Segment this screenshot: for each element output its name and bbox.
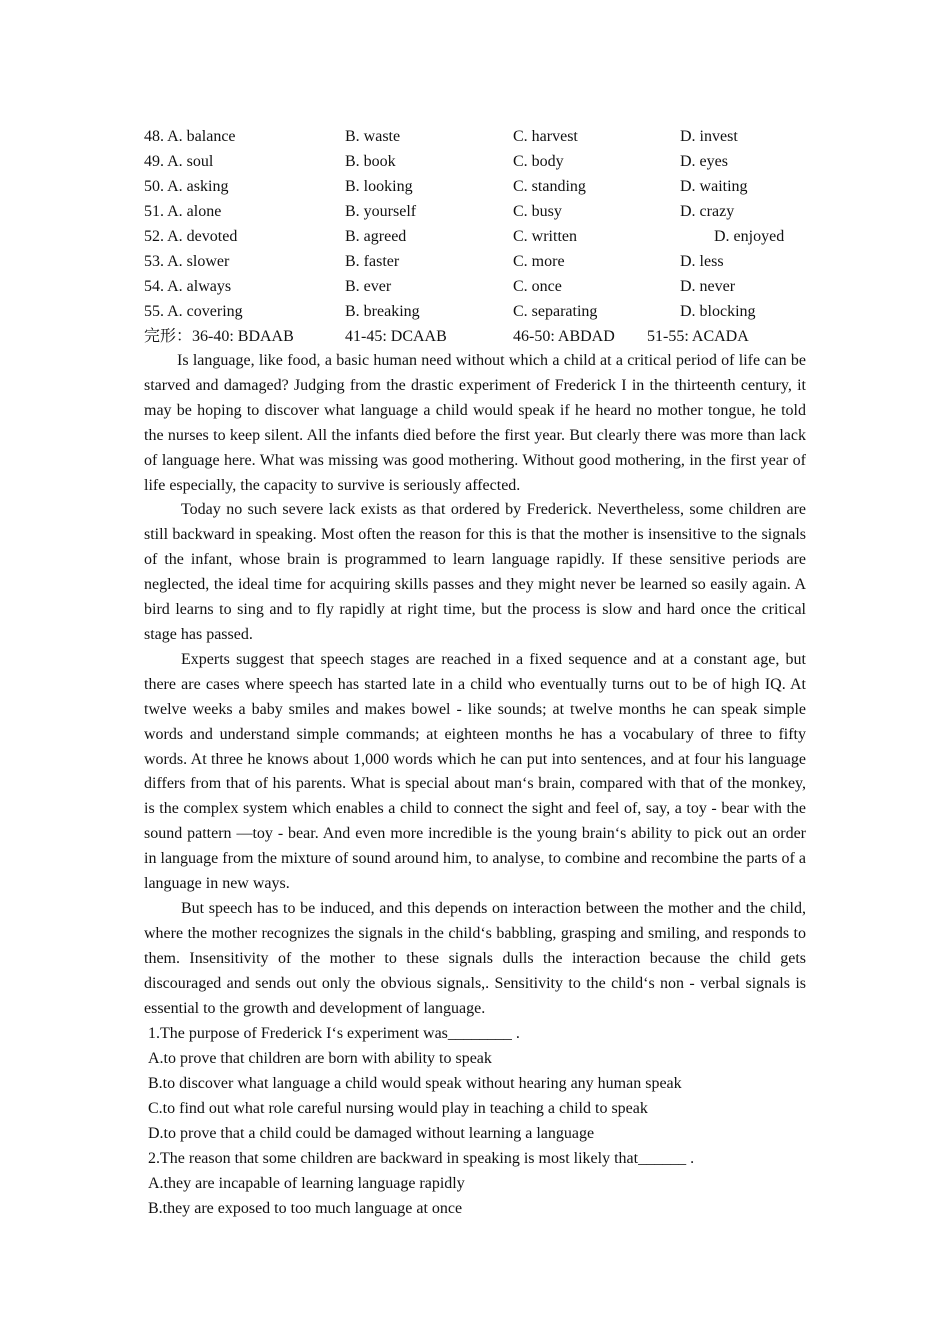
option-a — [144, 149, 213, 174]
questions — [144, 1021, 806, 1221]
question-choice: A.they are incapable of learning language rapidly — [148, 1175, 465, 1193]
options-table — [144, 124, 806, 324]
question-number: 48. — [144, 128, 164, 145]
question-number: 53. — [144, 253, 164, 270]
option-a-text: A. asking — [167, 178, 229, 195]
option-c: C. harvest — [513, 128, 578, 145]
option-d: D. enjoyed — [714, 228, 785, 245]
option-c: C. written — [513, 228, 577, 245]
option-d: D. blocking — [680, 303, 756, 320]
option-a — [144, 174, 228, 199]
option-a — [144, 299, 243, 324]
passage-paragraph: Experts suggest that speech stages are reached in a fixed sequence and at a constant age, but there are cases where speech has started late in a child who eventually turns out to be of high IQ. At twelve weeks a baby smiles and makes bowel - like sounds; at twelve months he can speak simple words and understand simple commands; at eighteen months he has a vocabulary of three to fifty words. At three he knows about 1,000 words which he can put into sentences, and at four his language differs from that of his parents. What is special about man‘s brain, compared with that of the monkey, is the complex system which enables a child to connect the sight and feel of, say, a toy - bear with the sound pattern —toy - bear. And even more incredible is the young brain‘s ability to pick out an order in language from the mixture of sound around him, to analyse, to combine and recombine the parts of a language in new ways. — [144, 650, 806, 893]
question-number: 54. — [144, 278, 164, 295]
option-a — [144, 224, 237, 249]
option-c: C. body — [513, 153, 564, 170]
question-stem: 1.The purpose of Frederick I‘s experiment was________ . — [148, 1025, 520, 1043]
question-number: 50. — [144, 178, 164, 195]
passage-paragraph: Today no such severe lack exists as that ordered by Frederick. Nevertheless, some children are still backward in speaking. Most often the reason for this is that the mother is insensitive to the signals of the infant, whose brain is programmed to learn language rapidly. If these sensitive periods are neglected, the ideal time for acquiring skills passes and they might never be learned so easily again. A bird learns to sing and to fly rapidly at right time, but the process is slow and hard once the critical stage has passed. — [144, 501, 806, 643]
option-row — [144, 174, 806, 199]
option-d: D. less — [680, 253, 724, 270]
option-row — [144, 199, 806, 224]
option-c: C. once — [513, 278, 562, 295]
option-b: B. waste — [345, 128, 401, 145]
document-page — [144, 124, 806, 1221]
option-d: D. never — [680, 278, 736, 295]
option-row — [144, 299, 806, 324]
option-a-text: A. covering — [167, 303, 243, 320]
option-b: B. yourself — [345, 203, 417, 220]
option-b: B. book — [345, 153, 396, 170]
option-b: B. ever — [345, 278, 392, 295]
option-a-text: A. slower — [167, 253, 230, 270]
option-row — [144, 249, 806, 274]
option-a-text: A. balance — [167, 128, 236, 145]
option-a — [144, 199, 221, 224]
question-choice: C.to find out what role careful nursing would play in teaching a child to speak — [148, 1100, 648, 1118]
option-a — [144, 274, 231, 299]
question-stem: 2.The reason that some children are backward in speaking is most likely that______ . — [148, 1150, 695, 1168]
question-number: 51. — [144, 203, 164, 220]
option-d: D. waiting — [680, 178, 748, 195]
question-number: 49. — [144, 153, 164, 170]
answer-key-51-55: 51-55: ACADA — [647, 328, 749, 345]
question-choice: D.to prove that a child could be damaged without learning a language — [148, 1125, 595, 1143]
option-b: B. looking — [345, 178, 413, 195]
option-a-text: A. alone — [167, 203, 222, 220]
option-c: C. more — [513, 253, 565, 270]
option-d: D. crazy — [680, 203, 735, 220]
option-b: B. faster — [345, 253, 400, 270]
option-a-text: A. devoted — [167, 228, 238, 245]
question-choice: A.to prove that children are born with ability to speak — [148, 1050, 492, 1068]
reading-passage — [144, 349, 806, 1021]
option-a-text: A. soul — [167, 153, 214, 170]
option-row — [144, 224, 806, 249]
answer-key-36-40: 完形：36-40: BDAAB — [144, 328, 294, 345]
option-row — [144, 274, 806, 299]
option-d: D. eyes — [680, 153, 728, 170]
question-choice: B.to discover what language a child would speak without hearing any human speak — [148, 1075, 682, 1093]
answer-key-41-45: 41-45: DCAAB — [345, 328, 447, 345]
option-a — [144, 249, 229, 274]
question-number: 55. — [144, 303, 164, 320]
question-choice: B.they are exposed to too much language at once — [148, 1200, 463, 1218]
answer-key — [144, 324, 806, 349]
option-a-text: A. always — [167, 278, 232, 295]
option-c: C. busy — [513, 203, 562, 220]
answer-key-46-50: 46-50: ABDAD — [513, 328, 615, 345]
option-c: C. standing — [513, 178, 586, 195]
option-a — [144, 124, 236, 149]
option-b: B. breaking — [345, 303, 420, 320]
option-c: C. separating — [513, 303, 598, 320]
passage-paragraph: Is language, like food, a basic human need without which a child at a critical period of life can be starved and damaged? Judging from the drastic experiment of Frederick I in the thirteenth century, it may be hoping to discover what language a child would speak if he heard no mother tongue, he told the nurses to keep silent. All the infants died before the first year. But clearly there was more than lack of language here. What was missing was good mothering. Without good mothering, in the first year of life especially, the capacity to survive is seriously affected. — [144, 352, 806, 494]
option-b: B. agreed — [345, 228, 407, 245]
option-row — [144, 124, 806, 149]
passage-paragraph: But speech has to be induced, and this depends on interaction between the mother and the child, where the mother recognizes the signals in the child‘s babbling, grasping and smiling, and responds to them. Insensitivity of the mother to these signals dulls the interaction because the child gets discouraged and sends out only the obvious signals,. Sensitivity to the child‘s non - verbal signals is essential to the growth and development of language. — [144, 899, 806, 1017]
question-number: 52. — [144, 228, 164, 245]
option-d: D. invest — [680, 128, 738, 145]
option-row — [144, 149, 806, 174]
